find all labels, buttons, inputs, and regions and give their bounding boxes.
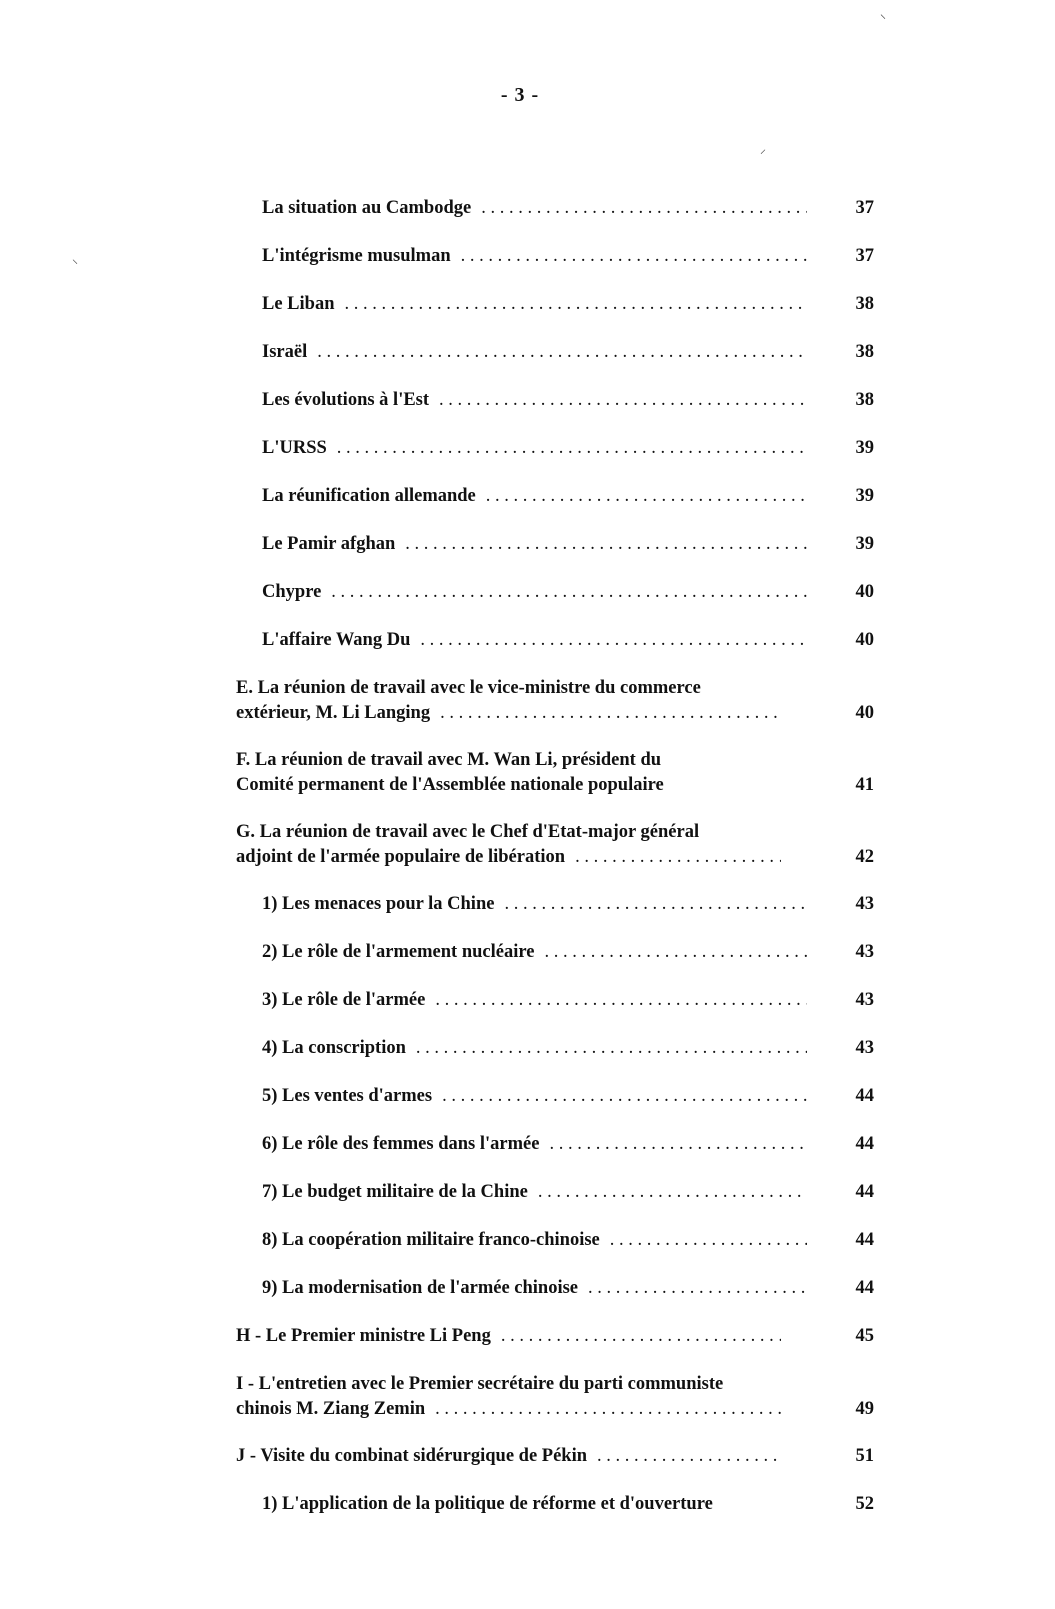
toc-entry-title: extérieur, M. Li Langing <box>236 703 431 723</box>
toc-entry <box>262 940 874 965</box>
dot-leader <box>344 292 807 317</box>
toc-entry <box>262 1132 874 1157</box>
scan-speck: ⸌ <box>880 12 887 26</box>
scan-speck: ⸝ <box>760 142 767 156</box>
toc-page-number: 43 <box>855 942 874 962</box>
toc-entry-title: L'intégrisme musulman <box>262 246 451 266</box>
toc-entry <box>262 628 874 653</box>
toc-entry-title: F. La réunion de travail avec M. Wan Li, président du <box>236 750 662 770</box>
toc-page-number: 49 <box>855 1399 874 1419</box>
dot-leader <box>440 701 781 726</box>
dot-leader <box>501 1324 781 1349</box>
toc-entry <box>262 436 874 461</box>
toc-page-number: 39 <box>855 438 874 458</box>
page-number: - 3 - <box>500 84 540 106</box>
scan-speck: ⸜ <box>72 252 79 266</box>
dot-leader <box>481 196 807 221</box>
toc-page-number: 44 <box>855 1086 874 1106</box>
toc-entry-title: L'URSS <box>262 438 327 458</box>
toc-entry-title: L'affaire Wang Du <box>262 630 411 650</box>
toc-entry <box>262 1228 874 1253</box>
toc-page-number: 43 <box>855 1038 874 1058</box>
dot-leader <box>337 436 807 461</box>
dot-leader <box>544 940 807 965</box>
dot-leader <box>416 1036 807 1061</box>
toc-entry-title: 2) Le rôle de l'armement nucléaire <box>262 942 535 962</box>
dot-leader <box>597 1444 781 1469</box>
toc-entry <box>236 1444 874 1469</box>
toc-entry <box>262 988 874 1013</box>
toc-entry <box>262 1084 874 1109</box>
toc-page-number: 40 <box>855 703 874 723</box>
toc-page-number: 40 <box>855 630 874 650</box>
toc-page-number: 37 <box>855 198 874 218</box>
toc-page-number: 41 <box>855 775 874 795</box>
toc-entry <box>262 484 874 509</box>
dot-leader <box>610 1228 807 1253</box>
dot-leader <box>461 244 807 269</box>
toc-page-number: 40 <box>855 582 874 602</box>
toc-entry <box>262 1180 874 1205</box>
toc-entry <box>236 1324 874 1349</box>
toc-page-number: 44 <box>855 1182 874 1202</box>
toc-entry-title: J - Visite du combinat sidérurgique de Pékin <box>236 1446 588 1466</box>
toc-page-number: 37 <box>855 246 874 266</box>
toc-entry-title: La situation au Cambodge <box>262 198 472 218</box>
toc-entry <box>262 196 874 221</box>
toc-page-number: 43 <box>855 894 874 914</box>
toc-entry <box>262 892 874 917</box>
toc-entry-title: Chypre <box>262 582 322 602</box>
dot-leader <box>405 532 807 557</box>
toc-entry <box>262 1036 874 1061</box>
toc-entry-title: 9) La modernisation de l'armée chinoise <box>262 1278 579 1298</box>
toc-entry <box>262 580 874 605</box>
toc-entry-title: 8) La coopération militaire franco-chinoise <box>262 1230 600 1250</box>
toc-page-number: 38 <box>855 294 874 314</box>
dot-leader <box>504 892 807 917</box>
toc-page-number: 39 <box>855 486 874 506</box>
dot-leader <box>442 1084 807 1109</box>
dot-leader <box>420 628 807 653</box>
toc-page-number: 44 <box>855 1278 874 1298</box>
dot-leader <box>588 1276 807 1301</box>
toc-entry-title: 5) Les ventes d'armes <box>262 1086 433 1106</box>
toc-entry <box>236 748 874 798</box>
dot-leader <box>575 845 781 870</box>
toc-entry <box>262 292 874 317</box>
toc-page-number: 44 <box>855 1134 874 1154</box>
toc-entry-title: 7) Le budget militaire de la Chine <box>262 1182 528 1202</box>
toc-entry-title: Le Pamir afghan <box>262 534 396 554</box>
toc-entry-title: G. La réunion de travail avec le Chef d'Etat-major général <box>236 822 700 842</box>
dot-leader <box>538 1180 807 1205</box>
toc-entry <box>262 244 874 269</box>
dot-leader <box>439 388 807 413</box>
toc-entry <box>236 820 874 870</box>
dot-leader <box>549 1132 807 1157</box>
toc-entry <box>262 1492 874 1517</box>
toc-entry-title: Le Liban <box>262 294 335 314</box>
dot-leader <box>486 484 807 509</box>
toc-page-number: 38 <box>855 390 874 410</box>
toc-entry-title: La réunification allemande <box>262 486 476 506</box>
toc-entry <box>262 388 874 413</box>
dot-leader <box>317 340 807 365</box>
toc-entry <box>262 340 874 365</box>
toc-entry <box>236 1372 874 1422</box>
toc-entry-title: 1) L'application de la politique de réforme et d'ouverture <box>262 1494 713 1514</box>
toc-entry-title: E. La réunion de travail avec le vice-ministre du commerce <box>236 678 701 698</box>
dot-leader <box>331 580 807 605</box>
toc-page-number: 38 <box>855 342 874 362</box>
toc-entry-title: 6) Le rôle des femmes dans l'armée <box>262 1134 540 1154</box>
toc-page-number: 52 <box>855 1494 874 1514</box>
toc-entry-title: chinois M. Ziang Zemin <box>236 1399 426 1419</box>
toc-page-number: 45 <box>855 1326 874 1346</box>
toc-entry <box>262 1276 874 1301</box>
toc-entry <box>262 532 874 557</box>
toc-entry-title: Israël <box>262 342 308 362</box>
toc-entry-title: 1) Les menaces pour la Chine <box>262 894 495 914</box>
dot-leader <box>435 1397 781 1422</box>
toc-entry <box>236 676 874 726</box>
toc-page-number: 39 <box>855 534 874 554</box>
toc-entry-title: 4) La conscription <box>262 1038 406 1058</box>
toc-entry-title: Comité permanent de l'Assemblée nationale populaire <box>236 775 664 795</box>
toc-page-number: 44 <box>855 1230 874 1250</box>
toc-page-number: 51 <box>855 1446 874 1466</box>
toc-entry-title: H - Le Premier ministre Li Peng <box>236 1326 491 1346</box>
toc-page-number: 43 <box>855 990 874 1010</box>
dot-leader <box>435 988 807 1013</box>
toc-page-number: 42 <box>855 847 874 867</box>
toc-entry-title: 3) Le rôle de l'armée <box>262 990 426 1010</box>
toc-entry-title: Les évolutions à l'Est <box>262 390 430 410</box>
toc-entry-title: I - L'entretien avec le Premier secrétaire du parti communiste <box>236 1374 724 1394</box>
toc-entry-title: adjoint de l'armée populaire de libération <box>236 847 566 867</box>
